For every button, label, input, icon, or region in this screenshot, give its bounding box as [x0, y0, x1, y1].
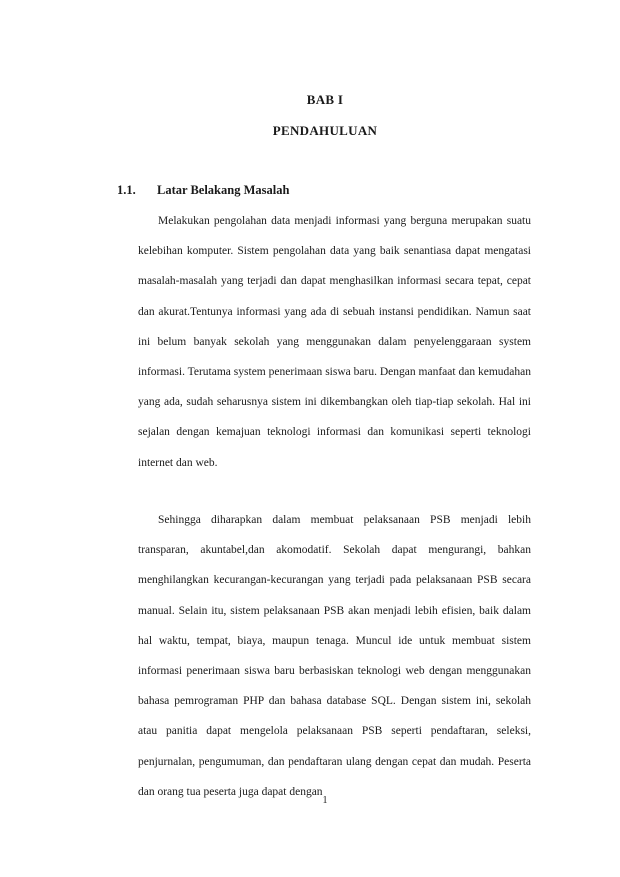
chapter-title: PENDAHULUAN	[272, 123, 378, 138]
page-number: 1	[322, 795, 328, 806]
chapter-number: BAB I	[306, 92, 344, 107]
body-text-block-1	[138, 206, 531, 478]
section-heading	[117, 183, 289, 198]
paragraph: Melakukan pengolahan data menjadi informasi yang berguna merupakan suatu kelebihan komputer. Sistem pengolahan data yang baik senantiasa dapat mengatasi masalah-masalah yang terjadi dan dapat menghasilkan informasi secara tepat, cepat dan akurat.Tentunya informasi yang ada di sebuah instansi pendidikan. Namun saat ini belum banyak sekolah yang menggunakan dalam penyelenggaraan system informasi. Terutama system penerimaan siswa baru. Dengan manfaat dan kemudahan yang ada, sudah seharusnya sistem ini dikembangkan oleh tiap-tiap sekolah. Hal ini sejalan dengan kemajuan teknologi informasi dan komunikasi seperti teknologi internet dan web.	[138, 215, 531, 469]
paragraph: Sehingga diharapkan dalam membuat pelaksanaan PSB menjadi lebih transparan, akuntabel,dan akomodatif. Sekolah dapat mengurangi, bahkan menghilangkan kecurangan-kecurangan yang terjadi pada pelaksanaan PSB secara manual. Selain itu, sistem pelaksanaan PSB akan menjadi lebih efisien, baik dalam hal waktu, tempat, biaya, maupun tenaga. Muncul ide untuk membuat sistem informasi penerimaan siswa baru berbasiskan teknologi web dengan menggunakan bahasa pemrograman PHP dan bahasa database SQL. Dengan sistem ini, sekolah atau panitia dapat mengelola pelaksanaan PSB seperti pendaftaran, seleksi, penjurnalan, pengumuman, dan pendaftaran ulang dengan cepat dan mudah. Peserta dan orang tua peserta juga dapat dengan	[138, 514, 531, 798]
body-text-block-2	[138, 505, 531, 807]
section-title: Latar Belakang Masalah	[157, 183, 290, 197]
section-number: 1.1.	[117, 183, 136, 197]
